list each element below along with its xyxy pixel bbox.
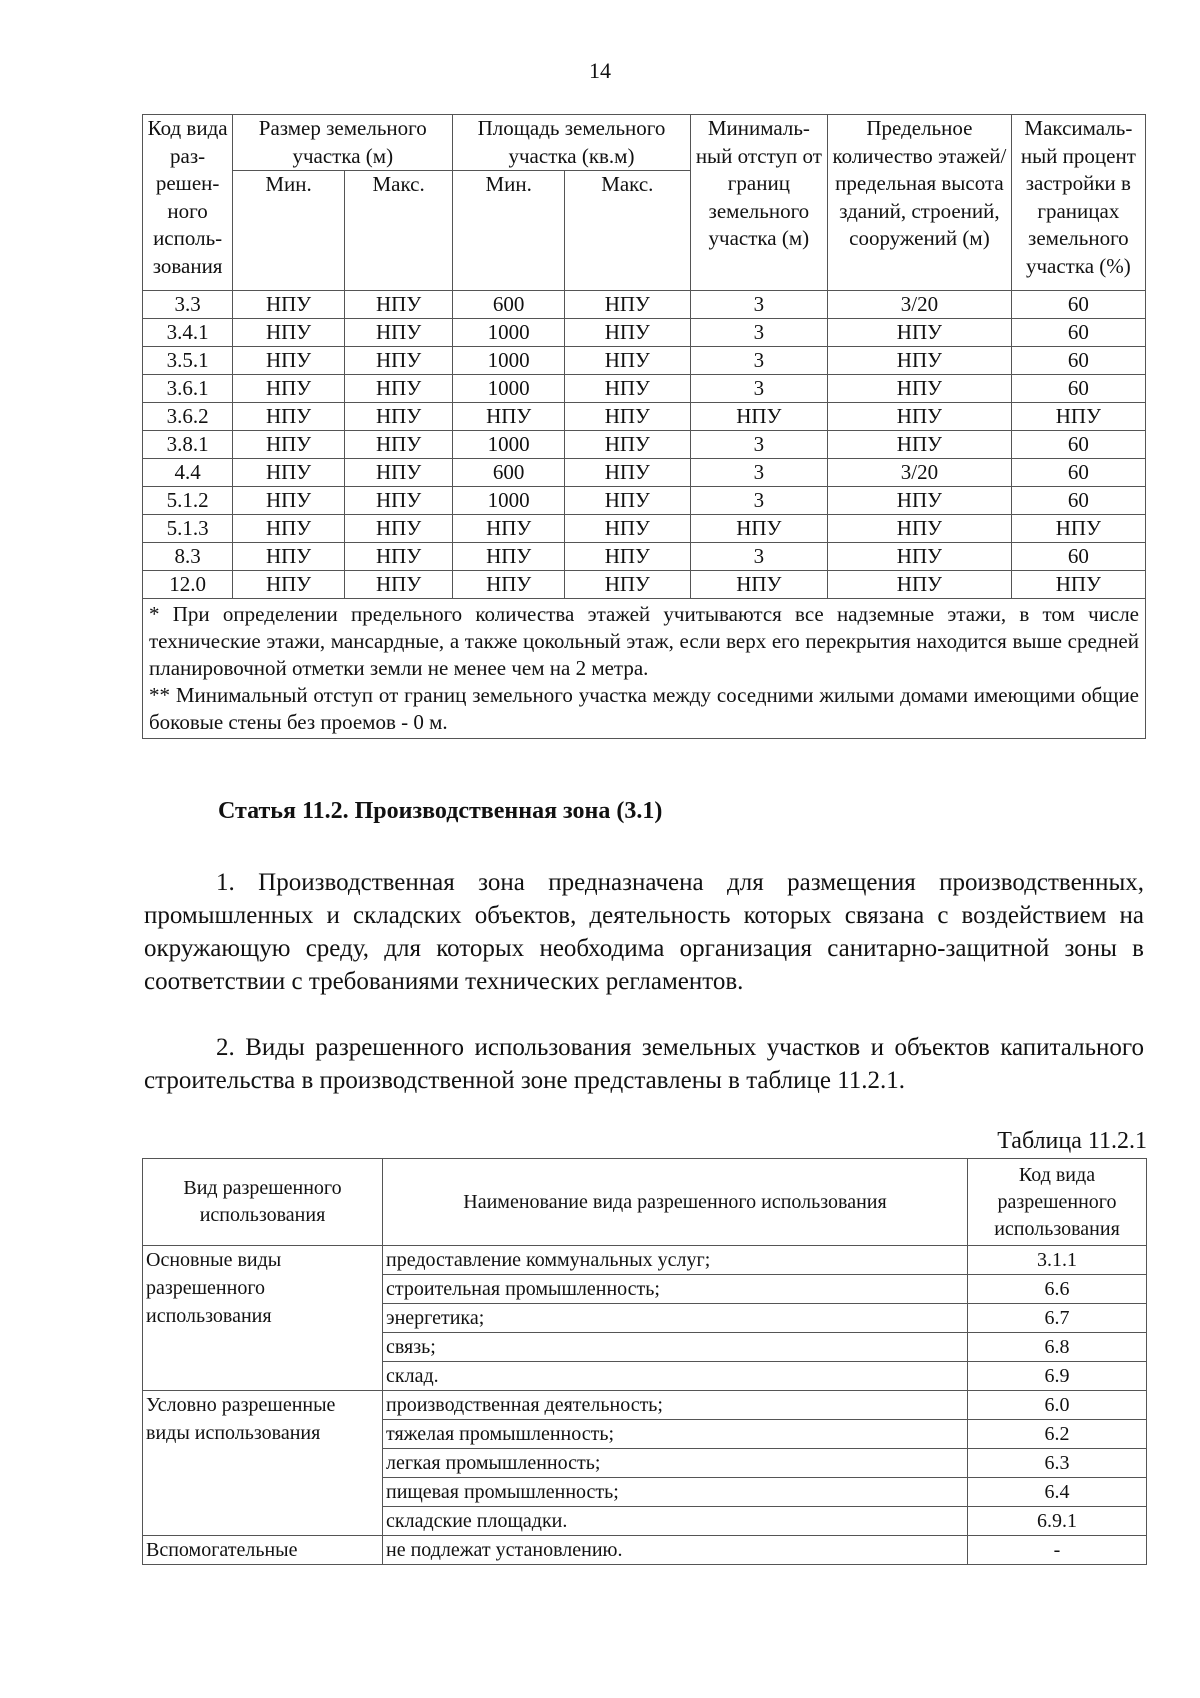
value-cell: НПУ xyxy=(233,543,345,571)
value-cell: НПУ xyxy=(233,515,345,543)
value-cell: 1000 xyxy=(453,347,565,375)
page-number: 14 xyxy=(589,58,611,83)
use-code-cell: 6.8 xyxy=(968,1333,1147,1362)
zone-parameters-table xyxy=(142,114,1146,739)
value-cell: 3 xyxy=(690,431,827,459)
value-cell: НПУ xyxy=(828,515,1012,543)
header-code: Код вида раз-решен-ного исполь-зования xyxy=(143,115,233,291)
use-code-cell: 3.6.1 xyxy=(143,375,233,403)
use-code-cell: 6.3 xyxy=(968,1449,1147,1478)
header-coverage: Максималь-ный процент застройки в границах земельного участка (%) xyxy=(1011,115,1145,291)
use-code-cell: 3.8.1 xyxy=(143,431,233,459)
table-row xyxy=(143,571,1146,599)
value-cell: 600 xyxy=(453,459,565,487)
note-floors: * При определении предельного количества этажей учитываются все надземные этажи, в том числе технические этажи, мансардные, а также цокольный этаж, если верх его перекрытия находится выше средней планировочной отметки земли не менее чем на 2 метра. xyxy=(149,602,1139,680)
value-cell: НПУ xyxy=(344,319,452,347)
value-cell: НПУ xyxy=(828,403,1012,431)
header-area-max: Макс. xyxy=(565,171,691,291)
value-cell: НПУ xyxy=(233,375,345,403)
header-size-max: Макс. xyxy=(344,171,452,291)
use-name-cell: энергетика; xyxy=(383,1304,968,1333)
header-area-min: Мин. xyxy=(453,171,565,291)
value-cell: 3 xyxy=(690,487,827,515)
value-cell: НПУ xyxy=(344,431,452,459)
table-row xyxy=(143,487,1146,515)
value-cell: НПУ xyxy=(828,431,1012,459)
value-cell: НПУ xyxy=(565,487,691,515)
value-cell: 60 xyxy=(1011,459,1145,487)
value-cell: НПУ xyxy=(565,403,691,431)
value-cell: НПУ xyxy=(453,543,565,571)
use-name-cell: складские площадки. xyxy=(383,1507,968,1536)
value-cell: 60 xyxy=(1011,487,1145,515)
use-code-cell: 6.7 xyxy=(968,1304,1147,1333)
value-cell: НПУ xyxy=(233,347,345,375)
value-cell: НПУ xyxy=(565,431,691,459)
value-cell: НПУ xyxy=(233,403,345,431)
value-cell: НПУ xyxy=(828,543,1012,571)
value-cell: 3 xyxy=(690,459,827,487)
value-cell: 600 xyxy=(453,291,565,319)
uses-body xyxy=(143,1246,1147,1565)
table-row xyxy=(143,515,1146,543)
table-row xyxy=(143,319,1146,347)
value-cell: НПУ xyxy=(690,403,827,431)
value-cell: НПУ xyxy=(344,515,452,543)
value-cell: НПУ xyxy=(233,319,345,347)
header-name: Наименование вида разрешенного использования xyxy=(383,1159,968,1246)
value-cell: 1000 xyxy=(453,431,565,459)
value-cell: 60 xyxy=(1011,347,1145,375)
use-name-cell: склад. xyxy=(383,1362,968,1391)
value-cell: НПУ xyxy=(565,347,691,375)
table-row xyxy=(143,459,1146,487)
header-setback: Минималь-ный отступ от границ земельного участка (м) xyxy=(690,115,827,291)
value-cell: НПУ xyxy=(1011,515,1145,543)
header-area: Площадь земельного участка (кв.м) xyxy=(453,115,690,171)
use-code-cell: 6.2 xyxy=(968,1420,1147,1449)
note-setback: ** Минимальный отступ от границ земельного участка между соседними жилыми домами имеющими общие боковые стены без проемов - 0 м. xyxy=(149,683,1139,734)
value-cell: 60 xyxy=(1011,543,1145,571)
table-row xyxy=(143,1246,1147,1275)
use-code-cell: 12.0 xyxy=(143,571,233,599)
use-code-cell: 3.3 xyxy=(143,291,233,319)
header-size-min: Мин. xyxy=(233,171,345,291)
use-code-cell: 3.4.1 xyxy=(143,319,233,347)
value-cell: НПУ xyxy=(453,571,565,599)
value-cell: НПУ xyxy=(344,571,452,599)
table-row xyxy=(143,1536,1147,1565)
value-cell: НПУ xyxy=(565,375,691,403)
value-cell: НПУ xyxy=(828,571,1012,599)
value-cell: НПУ xyxy=(690,571,827,599)
paragraph-2: 2. Виды разрешенного использования земельных участков и объектов капитального строительства в производственной зоне представлены в таблице 11.2.1. xyxy=(144,1034,1144,1094)
use-code-cell: 5.1.3 xyxy=(143,515,233,543)
value-cell: НПУ xyxy=(1011,571,1145,599)
table-row xyxy=(143,347,1146,375)
use-code-cell: 8.3 xyxy=(143,543,233,571)
use-name-cell: связь; xyxy=(383,1333,968,1362)
value-cell: 3/20 xyxy=(828,459,1012,487)
permitted-uses-table xyxy=(142,1158,1147,1565)
header-size: Размер земельного участка (м) xyxy=(233,115,453,171)
header-floors: Предельное количество этажей/ предельная высота зданий, строений, сооружений (м) xyxy=(828,115,1012,291)
use-code-cell: 3.6.2 xyxy=(143,403,233,431)
value-cell: НПУ xyxy=(565,459,691,487)
table-row xyxy=(143,291,1146,319)
value-cell: 1000 xyxy=(453,375,565,403)
value-cell: 3 xyxy=(690,291,827,319)
value-cell: НПУ xyxy=(344,487,452,515)
value-cell: НПУ xyxy=(233,571,345,599)
use-name-cell: не подлежат установлению. xyxy=(383,1536,968,1565)
value-cell: НПУ xyxy=(565,291,691,319)
table-row xyxy=(143,1391,1147,1420)
value-cell: НПУ xyxy=(233,487,345,515)
value-cell: 3/20 xyxy=(828,291,1012,319)
notes-cell xyxy=(143,599,1146,739)
value-cell: 3 xyxy=(690,543,827,571)
use-category-cell: Основные виды разрешенного использования xyxy=(143,1246,383,1391)
use-code-cell: 4.4 xyxy=(143,459,233,487)
value-cell: НПУ xyxy=(344,459,452,487)
table-caption: Таблица 11.2.1 xyxy=(997,1128,1147,1154)
paragraph-1: 1. Производственная зона предназначена для размещения производственных, промышленных и складских объектов, деятельность которых связана с воздействием на окружающую среду, для которых необходима организация санитарно-защитной зоны в соответствии с требованиями технических регламентов. xyxy=(144,869,1144,995)
use-name-cell: пищевая промышленность; xyxy=(383,1478,968,1507)
value-cell: НПУ xyxy=(1011,403,1145,431)
value-cell: НПУ xyxy=(233,431,345,459)
use-code-cell: - xyxy=(968,1536,1147,1565)
value-cell: 60 xyxy=(1011,319,1145,347)
value-cell: НПУ xyxy=(565,571,691,599)
value-cell: НПУ xyxy=(828,347,1012,375)
use-code-cell: 6.9 xyxy=(968,1362,1147,1391)
value-cell: НПУ xyxy=(453,403,565,431)
value-cell: НПУ xyxy=(344,375,452,403)
value-cell: НПУ xyxy=(690,515,827,543)
use-name-cell: легкая промышленность; xyxy=(383,1449,968,1478)
value-cell: НПУ xyxy=(828,319,1012,347)
value-cell: НПУ xyxy=(828,375,1012,403)
value-cell: НПУ xyxy=(565,515,691,543)
value-cell: НПУ xyxy=(233,459,345,487)
header-kind: Вид разрешенного использования xyxy=(143,1159,383,1246)
use-code-cell: 5.1.2 xyxy=(143,487,233,515)
params-body xyxy=(143,291,1146,599)
value-cell: НПУ xyxy=(453,515,565,543)
value-cell: 1000 xyxy=(453,487,565,515)
use-name-cell: строительная промышленность; xyxy=(383,1275,968,1304)
value-cell: 60 xyxy=(1011,375,1145,403)
use-code-cell: 3.5.1 xyxy=(143,347,233,375)
table-row xyxy=(143,543,1146,571)
use-code-cell: 6.0 xyxy=(968,1391,1147,1420)
value-cell: НПУ xyxy=(233,291,345,319)
value-cell: 60 xyxy=(1011,431,1145,459)
value-cell: 3 xyxy=(690,347,827,375)
use-category-cell: Вспомогательные xyxy=(143,1536,383,1565)
table-row xyxy=(143,375,1146,403)
value-cell: НПУ xyxy=(565,543,691,571)
table-row xyxy=(143,403,1146,431)
use-category-cell: Условно разрешенные виды использования xyxy=(143,1391,383,1536)
use-name-cell: предоставление коммунальных услуг; xyxy=(383,1246,968,1275)
use-name-cell: тяжелая промышленность; xyxy=(383,1420,968,1449)
use-name-cell: производственная деятельность; xyxy=(383,1391,968,1420)
value-cell: НПУ xyxy=(344,347,452,375)
value-cell: НПУ xyxy=(344,291,452,319)
use-code-cell: 6.4 xyxy=(968,1478,1147,1507)
value-cell: 3 xyxy=(690,375,827,403)
use-code-cell: 3.1.1 xyxy=(968,1246,1147,1275)
use-code-cell: 6.9.1 xyxy=(968,1507,1147,1536)
value-cell: НПУ xyxy=(344,543,452,571)
value-cell: НПУ xyxy=(344,403,452,431)
value-cell: 1000 xyxy=(453,319,565,347)
value-cell: 3 xyxy=(690,319,827,347)
value-cell: НПУ xyxy=(828,487,1012,515)
value-cell: НПУ xyxy=(565,319,691,347)
header-use-code: Код вида разрешенного использования xyxy=(968,1159,1147,1246)
use-code-cell: 6.6 xyxy=(968,1275,1147,1304)
article-title: Статья 11.2. Производственная зона (3.1) xyxy=(218,798,663,824)
table-row xyxy=(143,431,1146,459)
value-cell: 60 xyxy=(1011,291,1145,319)
